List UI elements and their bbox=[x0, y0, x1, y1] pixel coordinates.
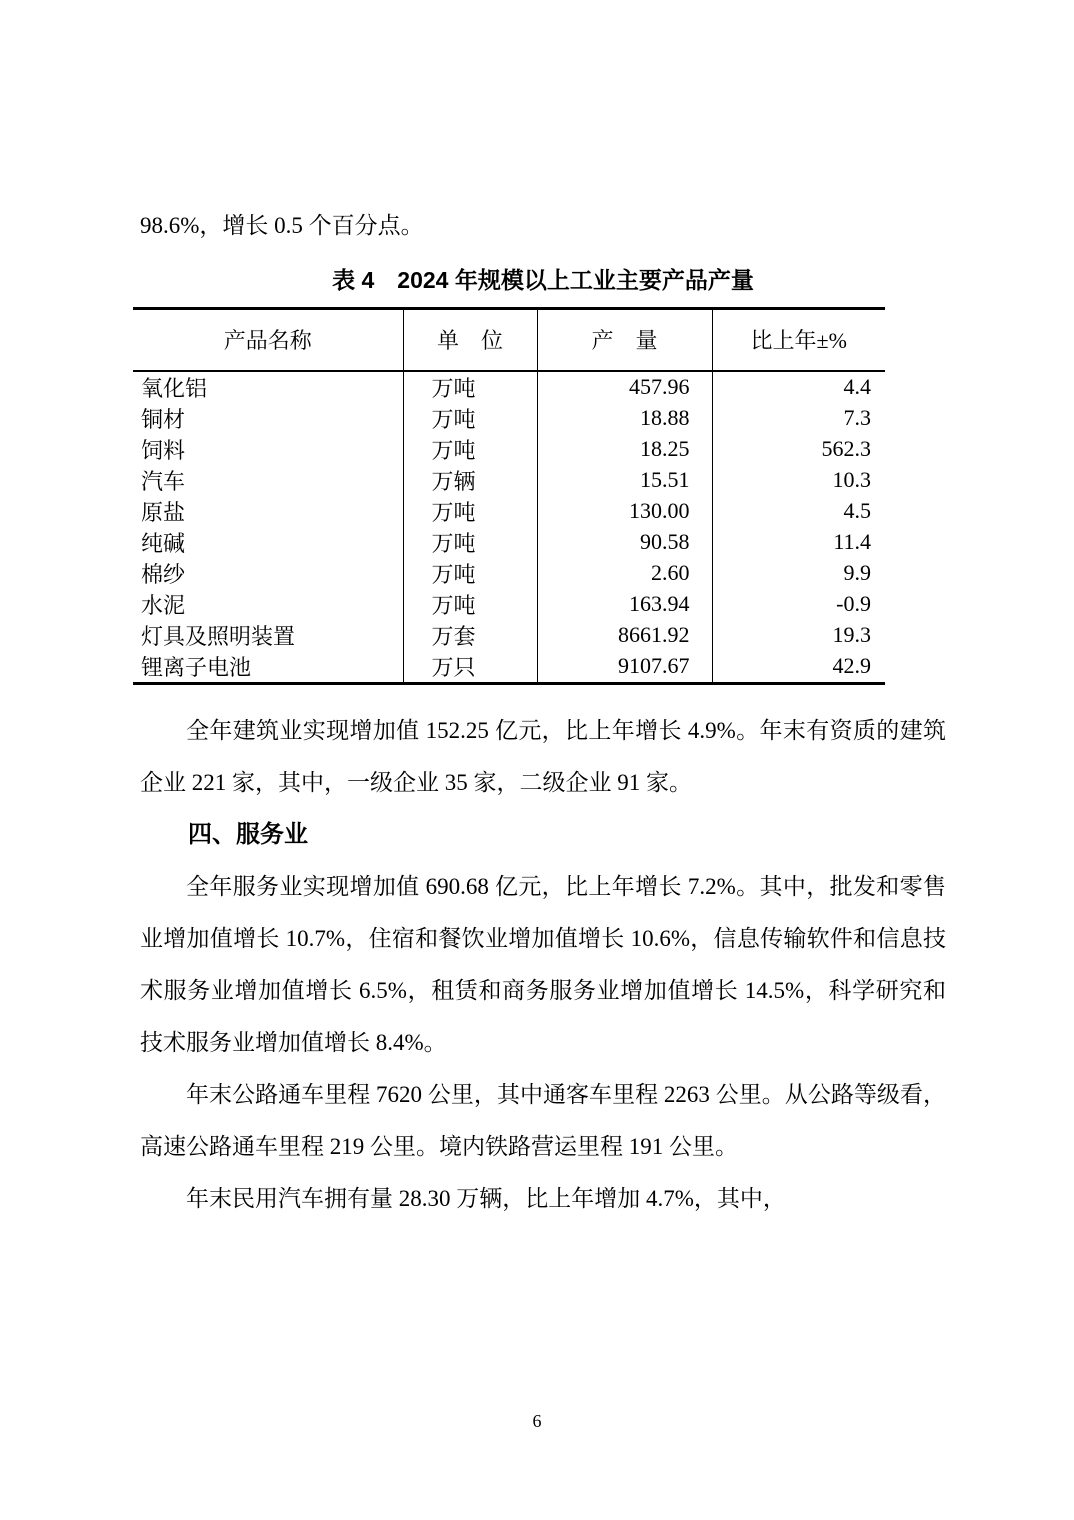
table-cell: 10.3 bbox=[712, 465, 885, 496]
table-cell: 万吨 bbox=[403, 558, 537, 589]
paragraph-construction: 全年建筑业实现增加值 152.25 亿元，比上年增长 4.9%。年末有资质的建筑企业 221 家，其中，一级企业 35 家，二级企业 91 家。 bbox=[140, 717, 946, 795]
table-cell: 万辆 bbox=[403, 465, 537, 496]
table-cell: 4.4 bbox=[712, 371, 885, 403]
table-cell: 纯碱 bbox=[141, 530, 186, 556]
paragraph-continued: 98.6%，增长 0.5 个百分点。 bbox=[140, 213, 424, 238]
table-cell: 42.9 bbox=[712, 651, 885, 684]
table-cell: 90.58 bbox=[537, 527, 712, 558]
table-cell: 8661.92 bbox=[537, 620, 712, 651]
table-header-row bbox=[133, 309, 885, 371]
table-header bbox=[133, 309, 885, 371]
table-cell: 万吨 bbox=[403, 527, 537, 558]
table-cell: 9.9 bbox=[712, 558, 885, 589]
table-row bbox=[133, 558, 885, 589]
table-cell: 15.51 bbox=[537, 465, 712, 496]
paragraph-services: 全年服务业实现增加值 690.68 亿元，比上年增长 7.2%。其中，批发和零售业增加值增长 10.7%，住宿和餐饮业增加值增长 10.6%，信息传输软件和信息技术服务业增加值增长 6.5%，租赁和商务服务业增加值增长 14.5%，科学研究和技术服务业增加值增长 8.4%。 bbox=[140, 873, 946, 1055]
header-output: 产 量 bbox=[537, 309, 712, 371]
table-cell: 4.5 bbox=[712, 496, 885, 527]
table-row bbox=[133, 371, 885, 403]
table-row bbox=[133, 496, 885, 527]
table-cell: 19.3 bbox=[712, 620, 885, 651]
table-body bbox=[133, 371, 885, 684]
page-number: 6 bbox=[532, 1411, 542, 1431]
table-cell: 457.96 bbox=[537, 371, 712, 403]
table-cell: 163.94 bbox=[537, 589, 712, 620]
table-cell: 万吨 bbox=[403, 589, 537, 620]
table-cell: -0.9 bbox=[712, 589, 885, 620]
table-cell: 汽车 bbox=[141, 468, 186, 494]
table-cell: 水泥 bbox=[141, 592, 186, 618]
table-row bbox=[133, 403, 885, 434]
document-content bbox=[140, 200, 946, 1225]
header-product-name: 产品名称 bbox=[133, 309, 403, 371]
header-unit: 单 位 bbox=[403, 309, 537, 371]
table-row bbox=[133, 589, 885, 620]
table-row bbox=[133, 465, 885, 496]
table-cell: 万吨 bbox=[403, 371, 537, 403]
table-cell: 11.4 bbox=[712, 527, 885, 558]
table-cell: 万吨 bbox=[403, 434, 537, 465]
table-cell: 原盐 bbox=[141, 499, 186, 525]
table-cell: 7.3 bbox=[712, 403, 885, 434]
table-row bbox=[133, 527, 885, 558]
table-cell: 灯具及照明装置 bbox=[141, 623, 296, 649]
table-cell: 130.00 bbox=[537, 496, 712, 527]
paragraph-roads: 年末公路通车里程 7620 公里，其中通客车里程 2263 公里。从公路等级看，高速公路通车里程 219 公里。境内铁路营运里程 191 公里。 bbox=[140, 1081, 946, 1159]
table-cell: 棉纱 bbox=[141, 561, 186, 587]
table-row bbox=[133, 620, 885, 651]
table-cell: 562.3 bbox=[712, 434, 885, 465]
header-yoy-change: 比上年±% bbox=[712, 309, 885, 371]
industrial-products-table bbox=[133, 307, 885, 685]
paragraph-vehicles: 年末民用汽车拥有量 28.30 万辆，比上年增加 4.7%，其中， bbox=[186, 1185, 786, 1211]
table-cell: 锂离子电池 bbox=[141, 654, 252, 680]
table-title: 表 4 2024 年规模以上工业主要产品产量 bbox=[332, 267, 754, 293]
table-cell: 氧化铝 bbox=[141, 375, 208, 401]
table-cell: 万套 bbox=[403, 620, 537, 651]
table-cell: 万吨 bbox=[403, 496, 537, 527]
table-cell: 铜材 bbox=[141, 406, 186, 432]
table-cell: 9107.67 bbox=[537, 651, 712, 684]
table-cell: 2.60 bbox=[537, 558, 712, 589]
table-cell: 万只 bbox=[403, 651, 537, 684]
table-row bbox=[133, 651, 885, 684]
section-heading-services: 四、服务业 bbox=[188, 820, 308, 848]
table-cell: 万吨 bbox=[403, 403, 537, 434]
table-cell: 18.88 bbox=[537, 403, 712, 434]
table-row bbox=[133, 434, 885, 465]
table-cell: 饲料 bbox=[141, 437, 186, 463]
table-cell: 18.25 bbox=[537, 434, 712, 465]
